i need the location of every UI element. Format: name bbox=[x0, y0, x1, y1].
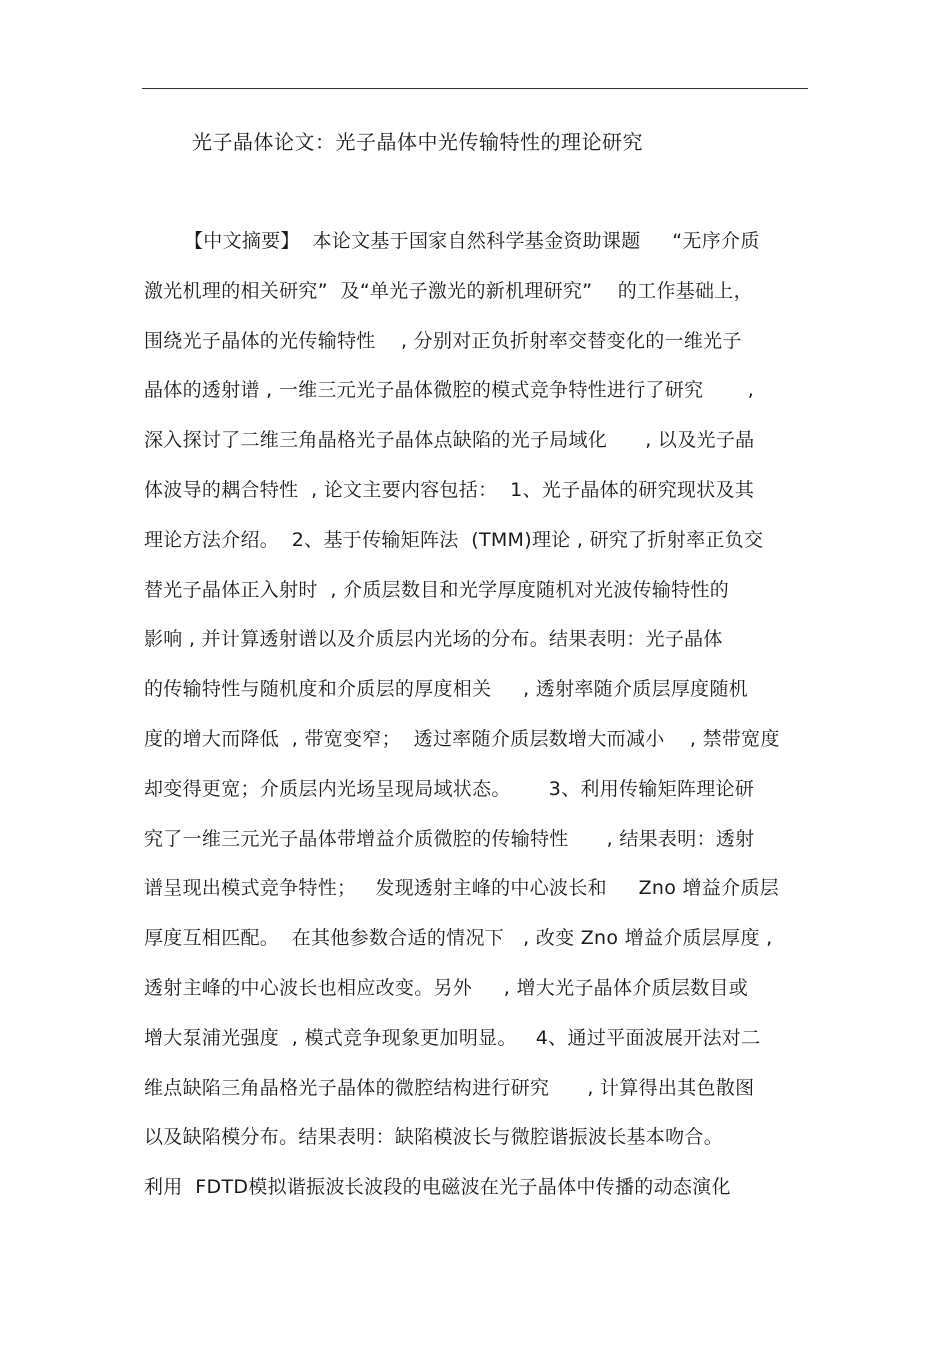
abstract-line: 维点缺陷三角晶格光子晶体的微腔结构进行研究 , 计算得出其色散图 bbox=[144, 1076, 755, 1099]
abstract-line: 替光子晶体正入射时 , 介质层数目和光学厚度随机对光波传输特性的 bbox=[144, 578, 730, 601]
abstract-line: 理论方法介绍。 2、基于传输矩阵法 (TMM)理论 , 研究了折射率正负交 bbox=[144, 528, 764, 551]
document-title: 光子晶体论文：光子晶体中光传输特性的理论研究 bbox=[192, 130, 643, 154]
abstract-line: 激光机理的相关研究” 及“单光子激光的新机理研究” 的工作基础上， bbox=[144, 279, 753, 302]
abstract-line: 厚度互相匹配。 在其他参数合适的情况下 , 改变 Zno 增益介质层厚度 , bbox=[144, 927, 773, 950]
abstract-line: 究了一维三元光子晶体带增益介质微腔的传输特性 , 结果表明：透射 bbox=[144, 827, 755, 850]
abstract-line: 【中文摘要】 本论文基于国家自然科学基金资助课题 “无序介质 bbox=[184, 230, 760, 252]
abstract-line: 影响 , 并计算透射谱以及介质层内光场的分布。结果表明：光子晶体 bbox=[144, 628, 723, 651]
abstract-line: 以及缺陷模分布。结果表明：缺陷模波长与微腔谐振波长基本吻合。 bbox=[144, 1126, 724, 1149]
abstract-body bbox=[144, 226, 810, 1222]
abstract-line: 透射主峰的中心波长也相应改变。另外 , 增大光子晶体介质层数目或 bbox=[144, 976, 749, 999]
abstract-line: 谱呈现出模式竞争特性； 发现透射主峰的中心波长和 Zno 增益介质层 bbox=[144, 877, 780, 900]
abstract-line: 体波导的耦合特性 , 论文主要内容包括： 1、光子晶体的研究现状及其 bbox=[144, 478, 755, 501]
abstract-line: 的传输特性与随机度和介质层的厚度相关 , 透射率随介质层厚度随机 bbox=[144, 678, 749, 701]
abstract-line: 却变得更宽；介质层内光场呈现局域状态。 3、利用传输矩阵理论研 bbox=[144, 777, 755, 800]
abstract-line: 增大泵浦光强度 , 模式竞争现象更加明显。 4、通过平面波展开法对二 bbox=[144, 1026, 761, 1049]
abstract-line: 深入探讨了二维三角晶格光子晶体点缺陷的光子局域化 , 以及光子晶 bbox=[144, 429, 755, 452]
abstract-line: 利用 FDTD模拟谐振波长波段的电磁波在光子晶体中传播的动态演化 bbox=[144, 1176, 731, 1199]
abstract-line: 围绕光子晶体的光传输特性 , 分别对正负折射率交替变化的一维光子 bbox=[144, 329, 742, 352]
abstract-line: 晶体的透射谱 , 一维三元光子晶体微腔的模式竞争特性进行了研究 , bbox=[144, 379, 755, 402]
header-rule bbox=[142, 88, 808, 89]
abstract-line: 度的增大而降低 , 带宽变窄； 透过率随介质层数增大而减小 , 禁带宽度 bbox=[144, 727, 780, 750]
